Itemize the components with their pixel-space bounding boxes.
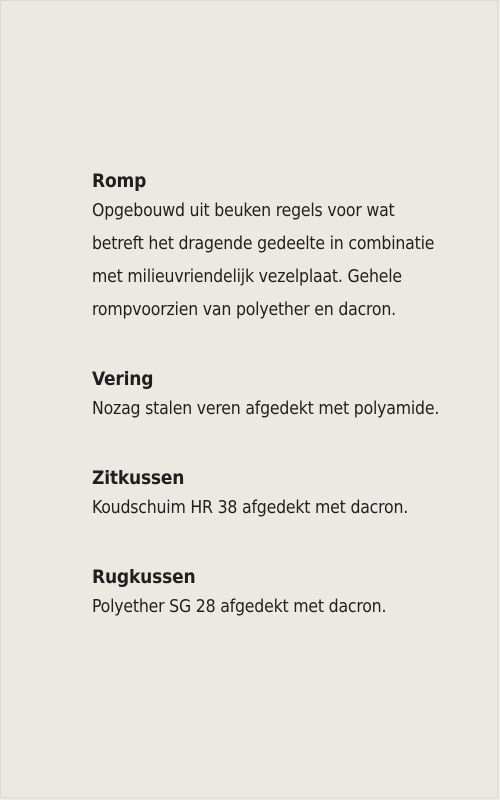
spec-section-zitkussen	[92, 464, 452, 525]
spec-section-rugkussen	[92, 563, 452, 624]
spec-description: Opgebouwd uit beuken regels voor wat betreft het dragende gedeelte in combinatie met milieuvriendelijk vezelplaat. Gehele rompvoorzien van polyether en dacron.	[92, 201, 435, 320]
spec-heading: Romp	[92, 170, 147, 192]
spec-heading: Zitkussen	[92, 467, 185, 489]
spec-heading: Vering	[92, 368, 154, 390]
spec-description: Polyether SG 28 afgedekt met dacron.	[92, 597, 387, 617]
spec-section-vering	[92, 365, 452, 426]
spec-section-romp	[92, 167, 452, 327]
spec-heading: Rugkussen	[92, 566, 196, 588]
spec-list	[92, 167, 452, 662]
spec-description: Nozag stalen veren afgedekt met polyamide.	[92, 399, 440, 419]
spec-description: Koudschuim HR 38 afgedekt met dacron.	[92, 498, 409, 518]
